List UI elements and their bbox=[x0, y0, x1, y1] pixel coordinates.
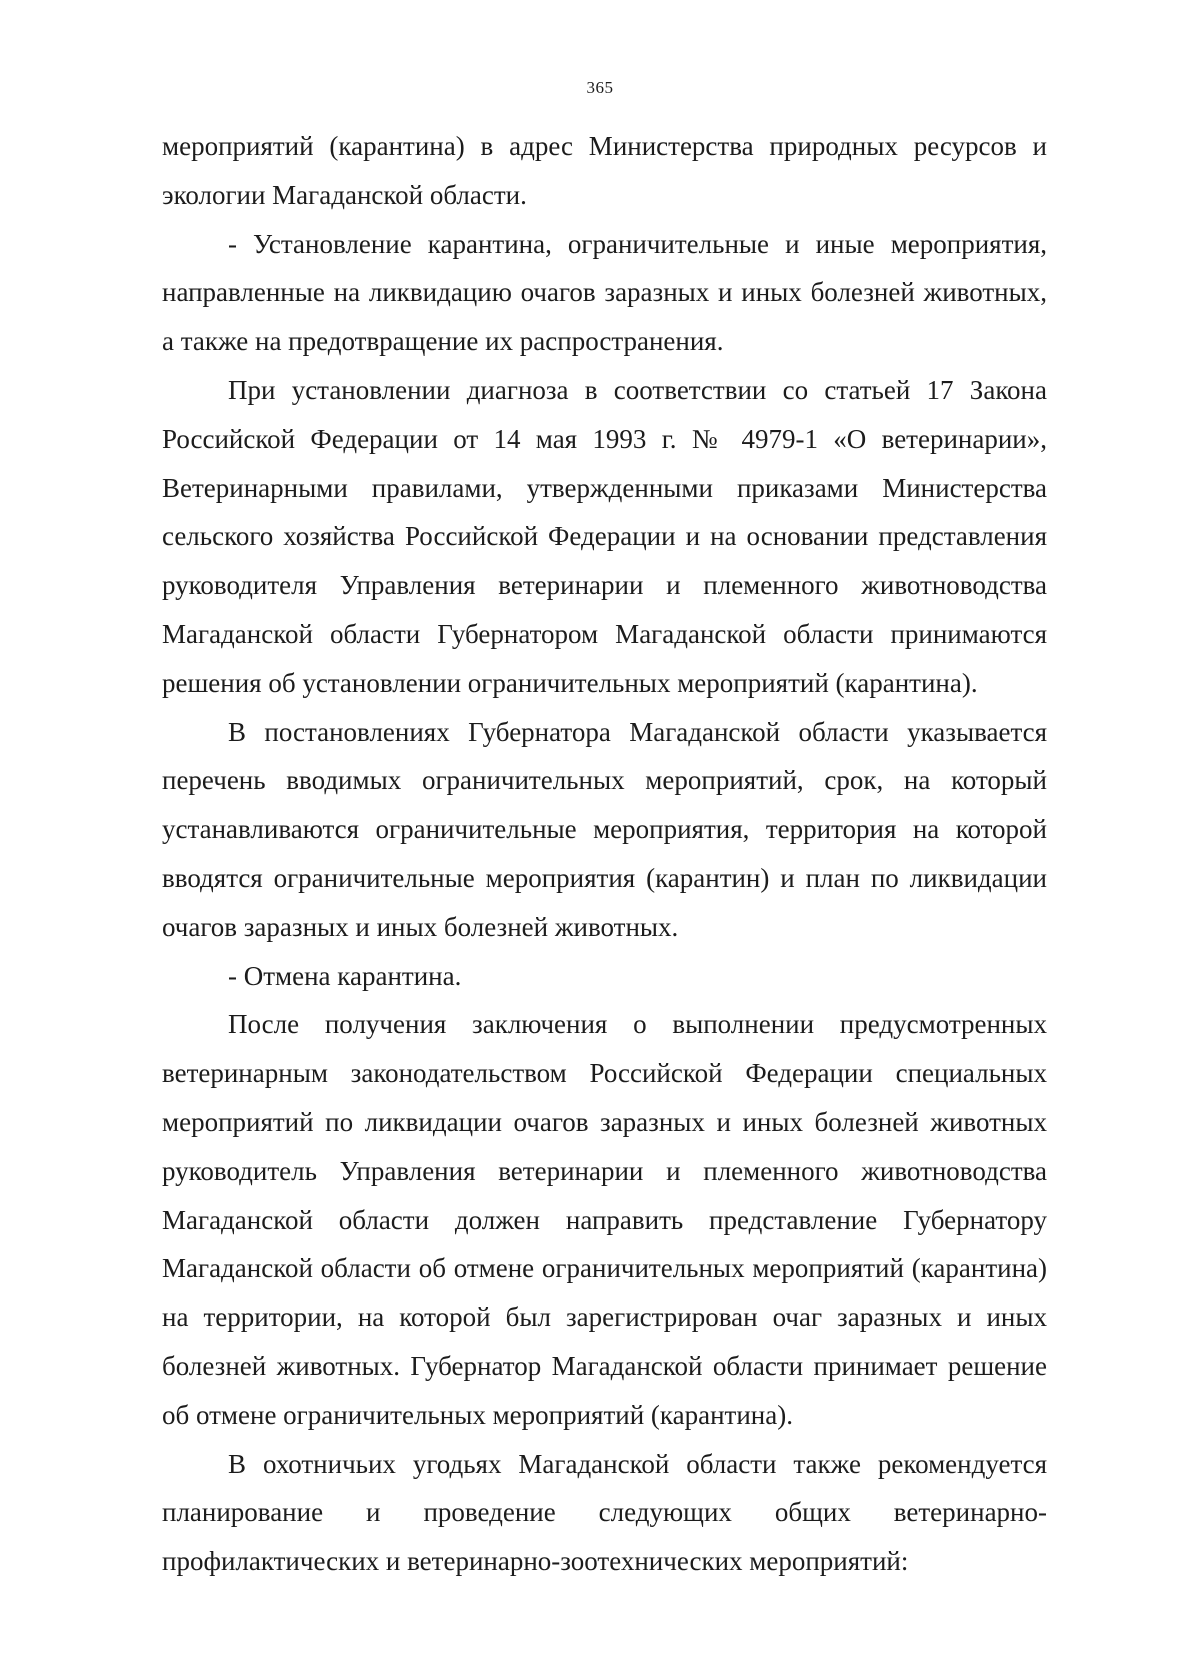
paragraph-quarantine-establishment: - Установление карантина, ограничительные и иные мероприятия, направленные на ликвидацию очагов заразных и иных болезней животных, а также на предотвращение их распространения. bbox=[162, 228, 1047, 357]
paragraph-governor-resolutions: В постановлениях Губернатора Магаданской области указывается перечень вводимых ограничительных мероприятий, срок, на который устанавливаются ограничительные мероприятия, территория на которой вводятся ограничительные мероприятия (карантин) и план по ликвидации очагов заразных и иных болезней животных. bbox=[162, 716, 1047, 942]
page-number: 365 bbox=[586, 78, 614, 97]
document-body bbox=[162, 122, 1047, 1586]
paragraph-diagnosis-decision: При установлении диагноза в соответствии со статьей 17 Закона Российской Федерации от 14 мая 1993 г. № 4979-1 «О ветеринарии», Ветеринарными правилами, утвержденными приказами Министерства сельского хозяйства Российской Федерации и на основании представления руководителя Управления ветеринарии и племенного животноводства Магаданской области Губернатором Магаданской области принимаются решения об установлении ограничительных мероприятий (карантина). bbox=[162, 374, 1047, 698]
paragraph-hunting-grounds-measures: В охотничьих угодьях Магаданской области также рекомендуется планирование и проведение следующих общих ветеринарно-профилактических и ветеринарно-зоотехнических мероприятий: bbox=[162, 1448, 1047, 1577]
paragraph-quarantine-cancellation: После получения заключения о выполнении предусмотренных ветеринарным законодательством Российской Федерации специальных мероприятий по ликвидации очагов заразных и иных болезней животных руководитель Управления ветеринарии и племенного животноводства Магаданской области должен направить представление Губернатору Магаданской области об отмене ограничительных мероприятий (карантина) на территории, на которой был зарегистрирован очаг заразных и иных болезней животных. Губернатор Магаданской области принимает решение об отмене ограничительных мероприятий (карантина). bbox=[162, 1009, 1047, 1430]
paragraph-quarantine-cancellation-heading: - Отмена карантина. bbox=[228, 960, 462, 991]
paragraph-continuation: мероприятий (карантина) в адрес Министерства природных ресурсов и экологии Магаданской области. bbox=[162, 131, 1047, 210]
